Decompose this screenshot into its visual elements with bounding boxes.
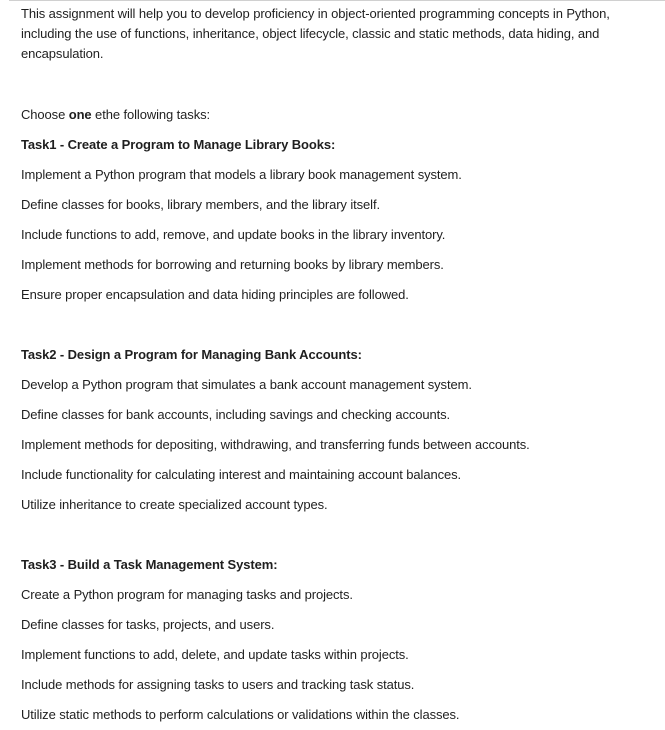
task-3-section xyxy=(21,550,651,730)
spacer xyxy=(21,64,651,100)
task-2-title: Task2 - Design a Program for Managing Bank Accounts: xyxy=(21,347,362,362)
task-1-item: Implement methods for borrowing and returning books by library members. xyxy=(21,257,444,272)
task-2-item: Develop a Python program that simulates a bank account management system. xyxy=(21,377,472,392)
choose-prefix: Choose xyxy=(21,107,69,122)
task-2-item: Define classes for bank accounts, including savings and checking accounts. xyxy=(21,407,451,422)
page-top-border xyxy=(9,0,665,1)
task-3-item: Utilize static methods to perform calculations or validations within the classes. xyxy=(21,707,460,722)
task-1-item: Include functions to add, remove, and update books in the library inventory. xyxy=(21,227,446,242)
spacer xyxy=(21,310,651,340)
task-2-item: Utilize inheritance to create specialized account types. xyxy=(21,497,328,512)
choose-emphasis: one xyxy=(68,107,92,122)
task-3-item: Create a Python program for managing tasks and projects. xyxy=(21,587,353,602)
intro-paragraph: This assignment will help you to develop proficiency in object-oriented programming concepts in Python, including the use of functions, inheritance, object lifecycle, classic and static methods, data hiding, and encapsulation. xyxy=(21,6,610,61)
task-1-section xyxy=(21,130,651,310)
choose-instruction xyxy=(21,100,651,130)
task-1-item: Ensure proper encapsulation and data hiding principles are followed. xyxy=(21,287,409,302)
task-2-item: Implement methods for depositing, withdrawing, and transferring funds between accounts. xyxy=(21,437,530,452)
choose-suffix: ethe following tasks: xyxy=(91,107,211,122)
task-1-item: Implement a Python program that models a library book management system. xyxy=(21,167,462,182)
task-3-item: Define classes for tasks, projects, and users. xyxy=(21,617,275,632)
task-3-item: Implement functions to add, delete, and update tasks within projects. xyxy=(21,647,409,662)
task-1-title: Task1 - Create a Program to Manage Library Books: xyxy=(21,137,336,152)
task-3-item: Include methods for assigning tasks to users and tracking task status. xyxy=(21,677,415,692)
task-1-item: Define classes for books, library members, and the library itself. xyxy=(21,197,380,212)
task-2-section xyxy=(21,340,651,520)
task-2-item: Include functionality for calculating interest and maintaining account balances. xyxy=(21,467,462,482)
document-body xyxy=(21,4,651,730)
task-3-title: Task3 - Build a Task Management System: xyxy=(21,557,278,572)
spacer xyxy=(21,520,651,550)
